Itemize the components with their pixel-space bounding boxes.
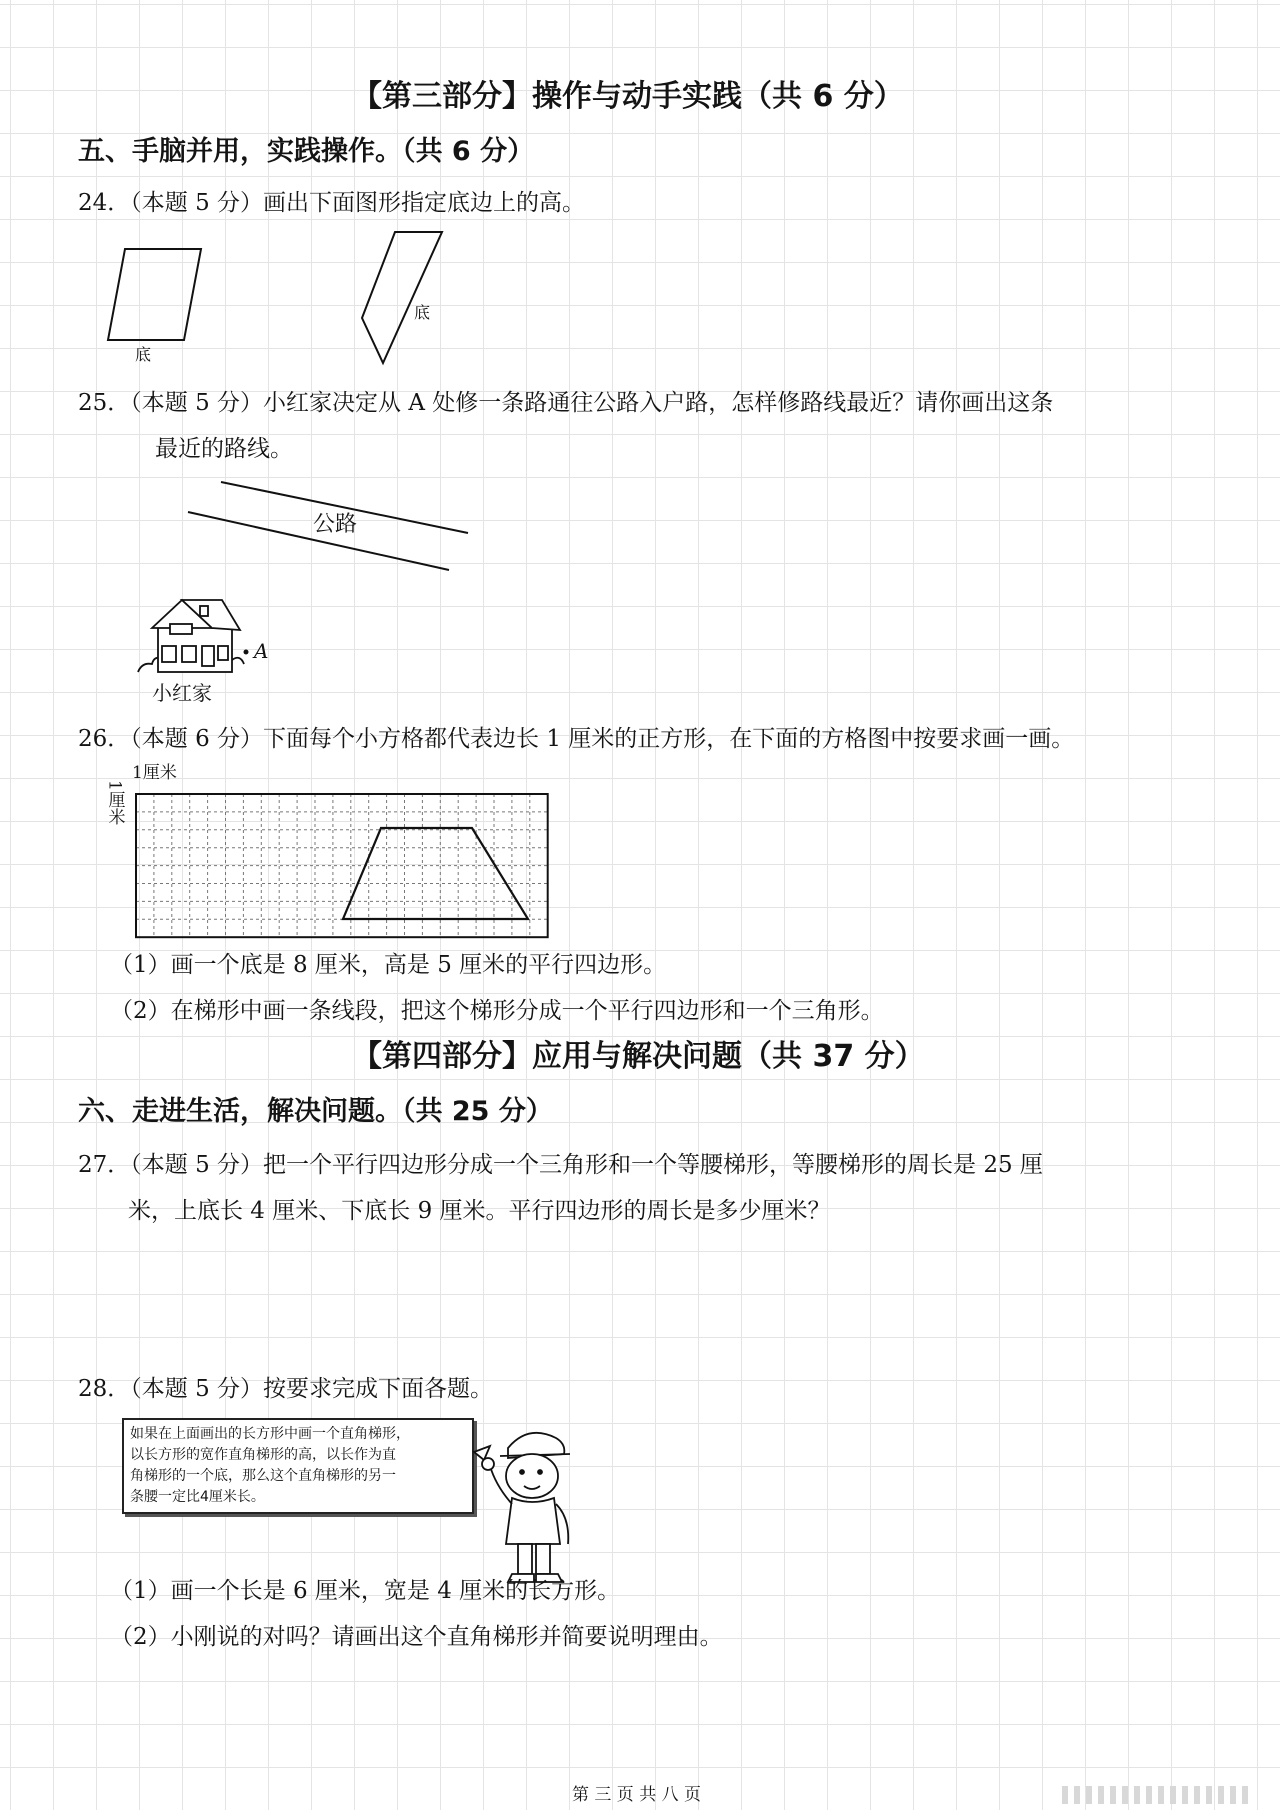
square-grid xyxy=(136,794,547,937)
watermark-bars xyxy=(0,0,1,1)
base-label-2: 底 xyxy=(414,303,431,322)
q25-line2: 最近的路线。 xyxy=(155,436,293,462)
section5-title: 五、手脑并用，实践操作。（共 6 分） xyxy=(78,136,535,167)
section6-title: 六、走进生活，解决问题。（共 25 分） xyxy=(78,1096,553,1127)
bubble-line-3: 角梯形的一个底，那么这个直角梯形的另一 xyxy=(130,1468,396,1484)
unit-side-label: 1厘米 xyxy=(104,780,125,825)
bubble-line-4: 条腰一定比4厘米长。 xyxy=(130,1489,265,1505)
speech-bubble xyxy=(122,1418,474,1514)
q24-text: 24．（本题 5 分）画出下面图形指定底边上的高。 xyxy=(78,190,586,216)
q26-sub2: （2）在梯形中画一条线段，把这个梯形分成一个平行四边形和一个三角形。 xyxy=(110,998,884,1024)
q25-line1: 25．（本题 5 分）小红家决定从 A 处修一条路通往公路入户路，怎样修路线最近？请你画出这条 xyxy=(78,390,1054,416)
bubble-line-2: 以长方形的宽作直角梯形的高，以长作为直 xyxy=(130,1447,396,1463)
part3-title: 【第三部分】操作与动手实践（共 6 分） xyxy=(352,79,904,114)
q26-sub1: （1）画一个底是 8 厘米，高是 5 厘米的平行四边形。 xyxy=(110,952,667,978)
house-label: 小红家 xyxy=(152,681,212,705)
base-label-1: 底 xyxy=(135,345,152,364)
page-footer: 第 三 页 共 八 页 xyxy=(572,1785,702,1805)
part4-title: 【第四部分】应用与解决问题（共 37 分） xyxy=(352,1039,925,1074)
q27-line1: 27．（本题 5 分）把一个平行四边形分成一个三角形和一个等腰梯形，等腰梯形的周长是 25 厘 xyxy=(78,1152,1043,1178)
q28-sub1: （1）画一个长是 6 厘米，宽是 4 厘米的长方形。 xyxy=(110,1578,621,1604)
q28-text: 28．（本题 5 分）按要求完成下面各题。 xyxy=(78,1376,494,1402)
q28-sub2: （2）小刚说的对吗？请画出这个直角梯形并简要说明理由。 xyxy=(110,1624,723,1650)
bubble-line-1: 如果在上面画出的长方形中画一个直角梯形， xyxy=(130,1426,410,1442)
point-a-label: A xyxy=(254,639,269,663)
unit-top-label: 1厘米 xyxy=(132,763,177,783)
road-label: 公路 xyxy=(313,512,358,537)
q26-text: 26．（本题 6 分）下面每个小方格都代表边长 1 厘米的正方形，在下面的方格图中按要求画一画。 xyxy=(78,726,1075,752)
q27-line2: 米，上底长 4 厘米、下底长 9 厘米。平行四边形的周长是多少厘米？ xyxy=(128,1198,831,1224)
